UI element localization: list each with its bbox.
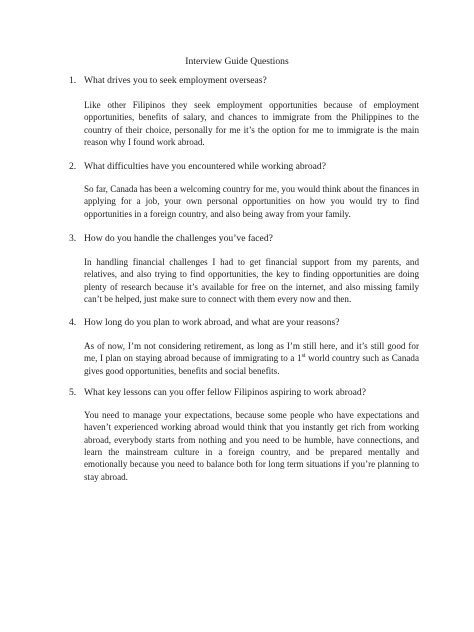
answer-text: As of now, I’m not considering retirement, as long as I’m still here, and it’s still good for me, I plan on staying abroad because of immigrating to a 1 xyxy=(84,341,419,364)
question-number: 5. xyxy=(69,387,77,398)
question-number: 2. xyxy=(69,161,77,172)
question-text: How long do you plan to work abroad, and what are your reasons? xyxy=(84,317,340,328)
answer-5: You need to manage your expectations, because some people who have expectations and haven’t experienced working abroad would think that you instantly get rich from working abroad, everybody starts from nothing and you need to be humble, have connections, and learn the mainstream culture in a foreign country, and be prepared mentally and emotionally because you need to balance both for long term situations if you’re planning to stay abroad. xyxy=(84,410,419,482)
answer-text: world country such as Canada gives good opportunities, benefits and social benefits. xyxy=(84,353,419,376)
question-number: 4. xyxy=(69,317,77,328)
answer-3: In handling financial challenges I had to get financial support from my parents, and relatives, and also trying to find opportunities, the key to finding opportunities are doing plenty of research because it’s available for free on the internet, and also missing family can’t be helped, just make sure to connect with them every now and then. xyxy=(84,257,419,305)
question-number: 3. xyxy=(69,233,77,244)
question-text: What difficulties have you encountered while working abroad? xyxy=(84,161,326,172)
question-text: What key lessons can you offer fellow Filipinos aspiring to work abroad? xyxy=(84,387,366,398)
question-text: How do you handle the challenges you’ve faced? xyxy=(84,233,273,244)
question-text: What drives you to seek employment overseas? xyxy=(84,75,267,86)
answer-1: Like other Filipinos they seek employment opportunities because of employment opportunities, benefits of salary, and chances to immigrate from the Philippines to the country of their choice, personally for me it’s the option for me to immigrate is the main reason why I found work abroad. xyxy=(84,100,419,148)
answer-2: So far, Canada has been a welcoming country for me, you would think about the finances in applying for a job, your own personal opportunities on how you would try to find opportunities in a foreign country, and also being away from your family. xyxy=(84,184,419,219)
document-title: Interview Guide Questions xyxy=(185,56,289,67)
answer-4 xyxy=(84,340,419,377)
question-number: 1. xyxy=(69,75,77,86)
ordinal-superscript: st xyxy=(301,353,306,360)
